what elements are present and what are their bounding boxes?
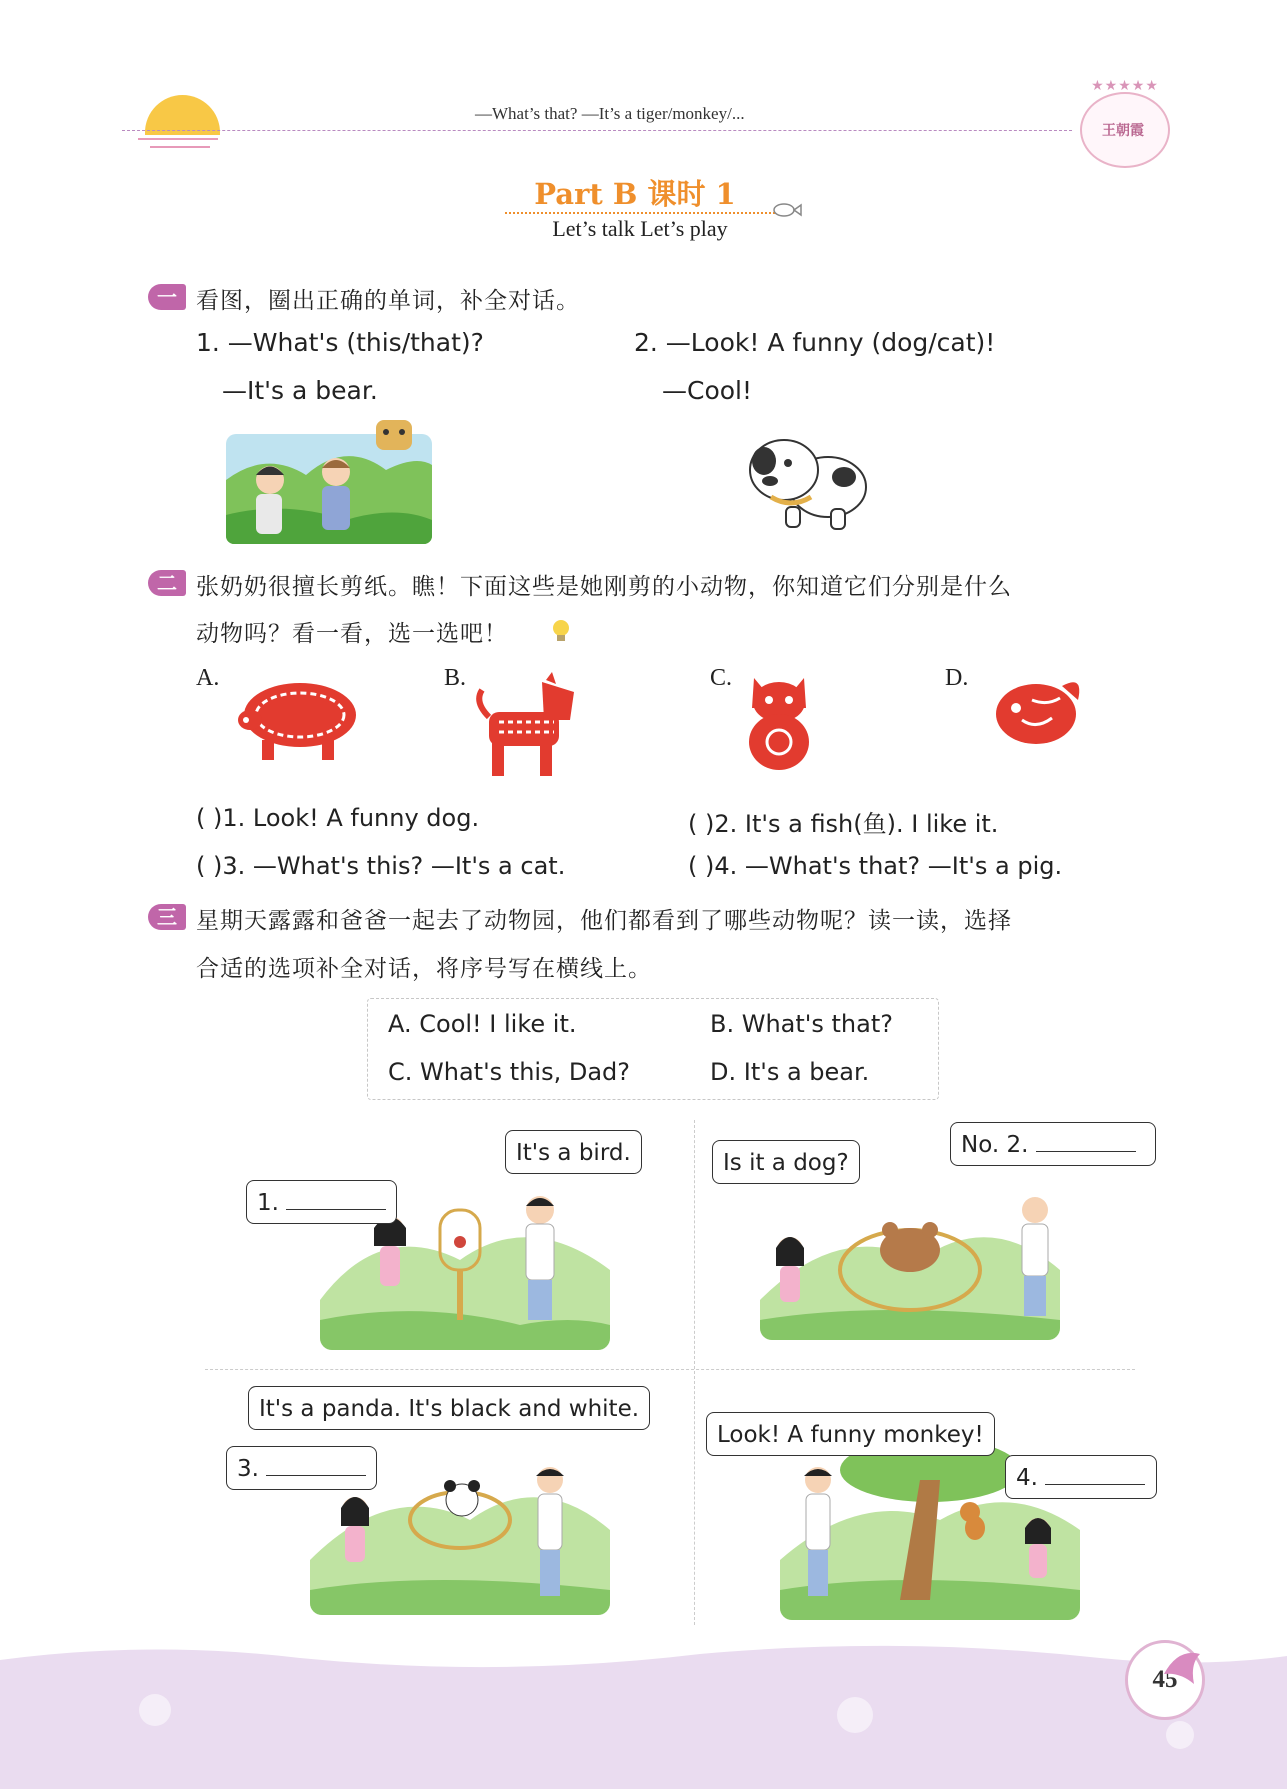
scene2-answer-label: No. 2. [961, 1132, 1029, 1158]
badge-stars: ★★★★★ [1091, 78, 1159, 94]
sun-line [150, 146, 210, 148]
scene-bear-enclosure-image [760, 1180, 1060, 1340]
section-1-marker: 一 [148, 284, 186, 310]
footer-wave-background [0, 1640, 1287, 1789]
papercut-cat-icon [744, 670, 814, 770]
lesson-title: Part B 课时 1 [534, 177, 736, 211]
sun-logo-icon [145, 95, 220, 135]
papercut-option-c-letter: C. [710, 665, 733, 691]
scene4-speech-bubble-dad: Look! A funny monkey! [706, 1412, 995, 1456]
scene4-answer-bubble [1005, 1455, 1157, 1499]
scene2-answer-bubble [950, 1122, 1156, 1166]
scene-divider-vertical [694, 1120, 695, 1625]
q2-line2: —Cool! [662, 376, 753, 405]
papercut-dog-icon [474, 672, 584, 782]
title-underline [505, 212, 775, 214]
q1-line2: —It's a bear. [222, 376, 378, 405]
match-item-4: ( )4. —What's that? —It's a pig. [688, 852, 1063, 880]
scene4-answer-label: 4. [1016, 1465, 1038, 1491]
section-3-instruction-line1: 星期天露露和爸爸一起去了动物园，他们都看到了哪些动物呢？读一读，选择 [196, 908, 1012, 934]
scene3-answer-label: 3. [237, 1456, 259, 1482]
scene4-answer-blank[interactable] [1045, 1464, 1145, 1485]
boys-looking-at-bear-image [226, 420, 432, 544]
scene-divider-horizontal [205, 1369, 1135, 1370]
match-item-2: ( )2. It's a fish(鱼). I like it. [688, 810, 999, 838]
scene1-speech-bubble-dad: It's a bird. [505, 1130, 642, 1174]
scene3-answer-blank[interactable] [266, 1455, 366, 1476]
page-number: 45 [1125, 1640, 1205, 1720]
section-2-marker: 二 [148, 570, 186, 596]
header-title: —What’s that? —It’s a tiger/monkey/... [475, 104, 745, 123]
section-2-instruction-line1: 张奶奶很擅长剪纸。瞧！下面这些是她刚剪的小动物，你知道它们分别是什么 [196, 574, 1012, 600]
papercut-pig-icon [232, 670, 362, 765]
badge-text: 王朝霞 [1102, 123, 1144, 139]
choice-c: C. What's this, Dad? [388, 1058, 631, 1086]
scene3-answer-bubble [226, 1446, 377, 1490]
scene3-speech-bubble-dad: It's a panda. It's black and white. [248, 1386, 650, 1430]
q2-line1: 2. —Look! A funny (dog/cat)! [634, 328, 996, 357]
lesson-subtitle: Let’s talk Let’s play [552, 216, 728, 241]
papercut-fish-icon [992, 670, 1086, 756]
scene2-speech-bubble-girl: Is it a dog? [712, 1140, 860, 1184]
dolphin-icon [1160, 1644, 1204, 1692]
scene1-answer-label: 1. [257, 1190, 279, 1216]
papercut-option-d-letter: D. [945, 665, 969, 691]
sun-line [138, 138, 218, 140]
match-item-3: ( )3. —What's this? —It's a cat. [196, 852, 566, 880]
funny-dog-image [736, 425, 872, 535]
match-item-1: ( )1. Look! A funny dog. [196, 804, 480, 832]
choice-b: B. What's that? [710, 1010, 893, 1038]
q1-line1: 1. —What's (this/that)? [196, 328, 484, 357]
section-1-instruction: 看图，圈出正确的单词，补全对话。 [196, 288, 580, 314]
choice-d: D. It's a bear. [710, 1058, 870, 1086]
section-2-instruction-line2: 动物吗？看一看，选一选吧！ [196, 621, 508, 647]
scene1-answer-bubble [246, 1180, 397, 1224]
papercut-option-a-letter: A. [196, 665, 220, 691]
papercut-option-b-letter: B. [444, 665, 467, 691]
scene2-answer-blank[interactable] [1036, 1131, 1136, 1152]
header-divider [122, 130, 1072, 131]
choice-a: A. Cool! I like it. [388, 1010, 577, 1038]
scene1-answer-blank[interactable] [286, 1189, 386, 1210]
section-3-marker: 三 [148, 904, 186, 930]
lightbulb-icon [550, 618, 572, 644]
section-3-instruction-line2: 合适的选项补全对话，将序号写在横线上。 [196, 956, 652, 982]
